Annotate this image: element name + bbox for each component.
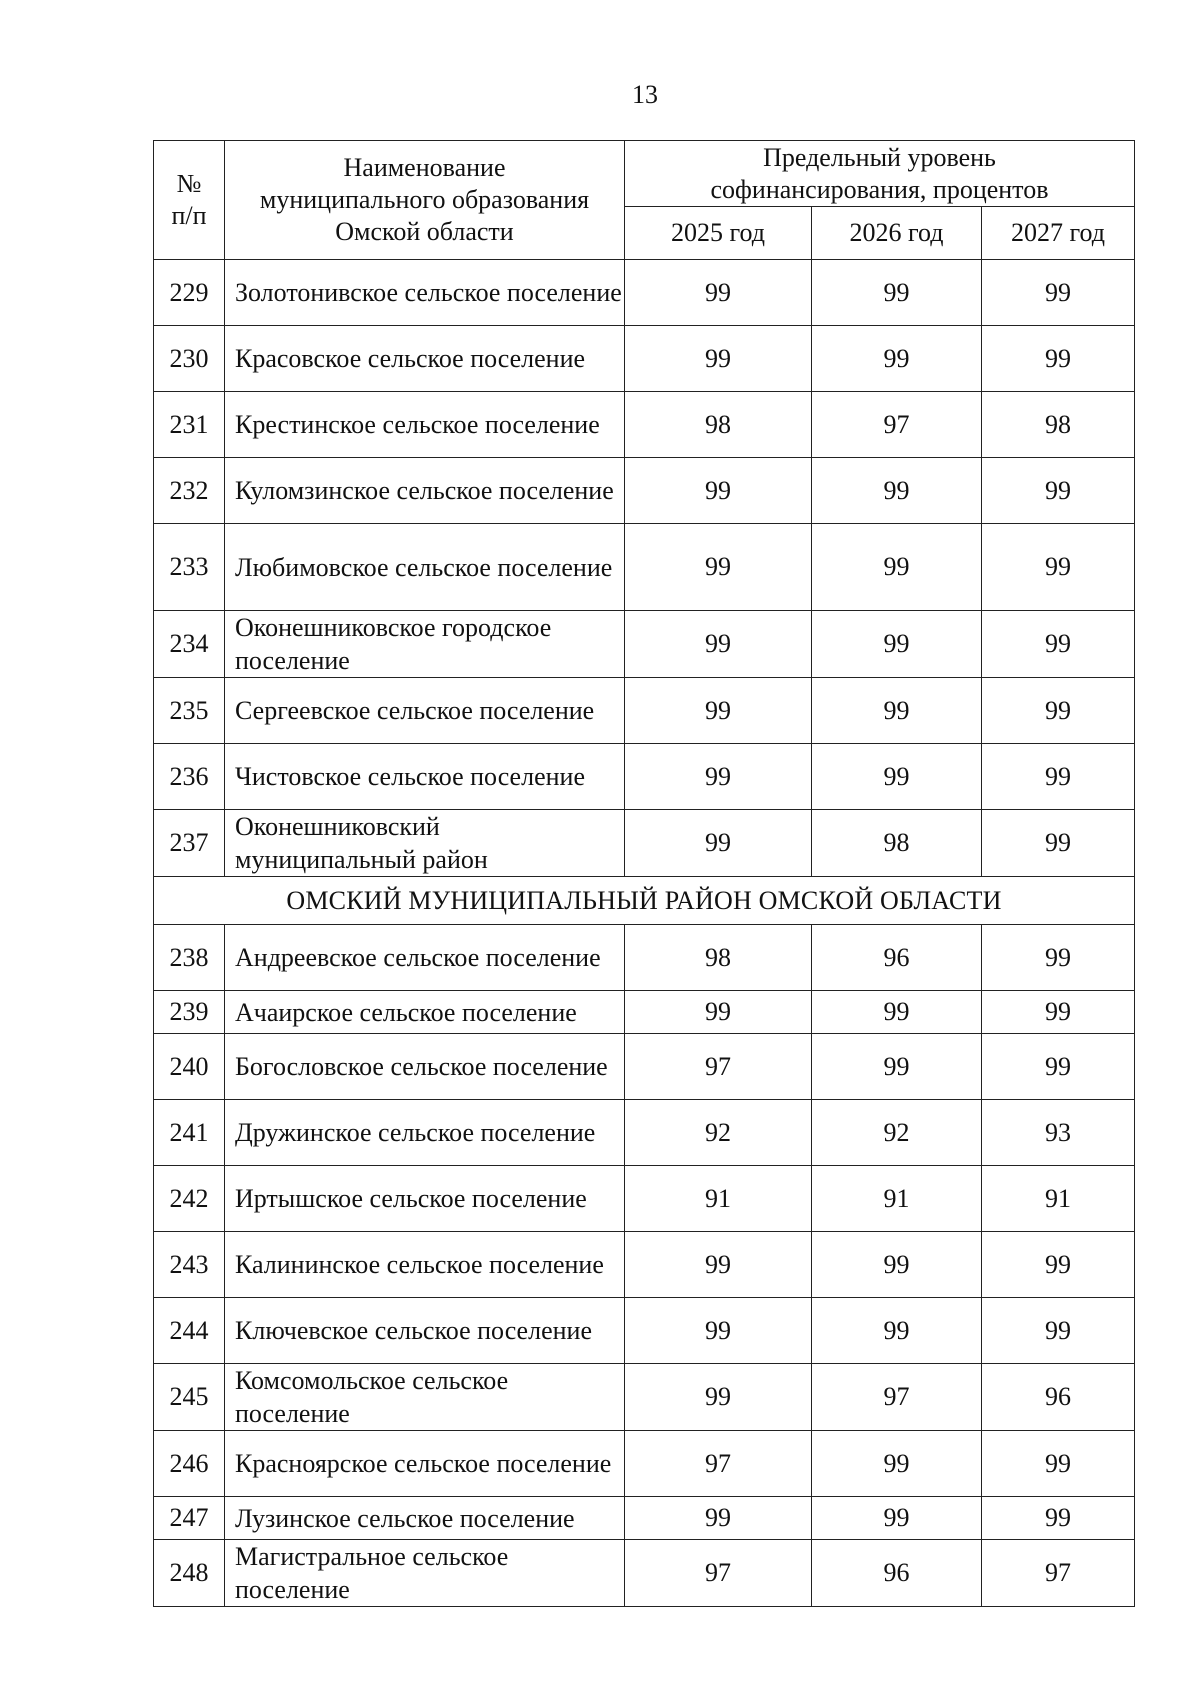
row-municipality-name: Калининское сельское поселение [225, 1232, 625, 1298]
row-number: 246 [154, 1431, 225, 1497]
row-value-2026: 99 [812, 1232, 982, 1298]
row-value-2025: 97 [625, 1540, 812, 1607]
row-municipality-name: Чистовское сельское поселение [225, 744, 625, 810]
row-number: 248 [154, 1540, 225, 1607]
row-value-2026: 91 [812, 1166, 982, 1232]
row-number: 245 [154, 1364, 225, 1431]
row-municipality-name: Лузинское сельское поселение [225, 1497, 625, 1540]
row-value-2027: 91 [982, 1166, 1135, 1232]
table-row [154, 458, 1135, 524]
table-row [154, 1497, 1135, 1540]
row-number: 240 [154, 1034, 225, 1100]
row-value-2026: 99 [812, 326, 982, 392]
row-value-2027: 99 [982, 1497, 1135, 1540]
row-value-2027: 99 [982, 524, 1135, 611]
row-value-2027: 99 [982, 1298, 1135, 1364]
row-value-2027: 99 [982, 458, 1135, 524]
row-value-2026: 99 [812, 1431, 982, 1497]
row-value-2026: 98 [812, 810, 982, 877]
header-year-2027: 2027 год [982, 207, 1135, 260]
row-value-2026: 99 [812, 744, 982, 810]
row-number: 241 [154, 1100, 225, 1166]
row-municipality-name: Сергеевское сельское поселение [225, 678, 625, 744]
row-value-2027: 99 [982, 810, 1135, 877]
row-value-2025: 98 [625, 392, 812, 458]
row-value-2027: 99 [982, 1431, 1135, 1497]
row-value-2027: 99 [982, 1034, 1135, 1100]
row-municipality-name: Богословское сельское поселение [225, 1034, 625, 1100]
row-value-2025: 99 [625, 810, 812, 877]
header-group [625, 141, 1135, 207]
row-value-2025: 97 [625, 1034, 812, 1100]
row-number: 244 [154, 1298, 225, 1364]
row-value-2026: 99 [812, 611, 982, 678]
row-municipality-name: Комсомольское сельское поселение [225, 1364, 625, 1431]
row-value-2027: 99 [982, 991, 1135, 1034]
row-value-2026: 99 [812, 1497, 982, 1540]
row-value-2026: 96 [812, 925, 982, 991]
row-value-2025: 99 [625, 1232, 812, 1298]
row-value-2027: 99 [982, 925, 1135, 991]
table-row [154, 678, 1135, 744]
row-municipality-name: Ачаирское сельское поселение [225, 991, 625, 1034]
row-number: 229 [154, 260, 225, 326]
row-municipality-name: Оконешниковский муниципальный район [225, 810, 625, 877]
row-municipality-name: Крестинское сельское поселение [225, 392, 625, 458]
header-year-2026: 2026 год [812, 207, 982, 260]
row-value-2027: 99 [982, 260, 1135, 326]
row-value-2026: 99 [812, 1298, 982, 1364]
header-name [225, 141, 625, 260]
header-name-label: Наименование муниципального образования Омской области [259, 153, 590, 246]
row-value-2027: 98 [982, 392, 1135, 458]
row-value-2026: 99 [812, 458, 982, 524]
row-number: 230 [154, 326, 225, 392]
row-value-2025: 98 [625, 925, 812, 991]
row-value-2026: 97 [812, 392, 982, 458]
row-number: 232 [154, 458, 225, 524]
row-value-2027: 99 [982, 678, 1135, 744]
table-row [154, 810, 1135, 877]
table-row [154, 260, 1135, 326]
row-value-2026: 99 [812, 260, 982, 326]
row-value-2025: 97 [625, 1431, 812, 1497]
row-number: 243 [154, 1232, 225, 1298]
row-value-2027: 99 [982, 611, 1135, 678]
row-municipality-name: Золотонивское сельское поселение [225, 260, 625, 326]
row-municipality-name: Ключевское сельское поселение [225, 1298, 625, 1364]
row-value-2027: 93 [982, 1100, 1135, 1166]
row-number: 233 [154, 524, 225, 611]
row-value-2025: 99 [625, 611, 812, 678]
row-value-2027: 99 [982, 326, 1135, 392]
row-value-2025: 99 [625, 524, 812, 611]
header-number [154, 141, 225, 260]
table-row [154, 326, 1135, 392]
row-number: 242 [154, 1166, 225, 1232]
table-body [154, 260, 1135, 1607]
table-row [154, 925, 1135, 991]
row-value-2027: 96 [982, 1364, 1135, 1431]
row-municipality-name: Куломзинское сельское поселение [225, 458, 625, 524]
table-row [154, 991, 1135, 1034]
row-municipality-name: Красноярское сельское поселение [225, 1431, 625, 1497]
row-value-2027: 99 [982, 744, 1135, 810]
section-row [154, 877, 1135, 925]
row-number: 247 [154, 1497, 225, 1540]
row-municipality-name: Андреевское сельское поселение [225, 925, 625, 991]
row-value-2026: 99 [812, 524, 982, 611]
row-municipality-name: Дружинское сельское поселение [225, 1100, 625, 1166]
row-municipality-name: Оконешниковское городское поселение [225, 611, 625, 678]
row-value-2025: 99 [625, 678, 812, 744]
row-value-2025: 91 [625, 1166, 812, 1232]
row-number: 238 [154, 925, 225, 991]
row-value-2027: 97 [982, 1540, 1135, 1607]
row-value-2026: 96 [812, 1540, 982, 1607]
table-row [154, 1166, 1135, 1232]
row-value-2026: 99 [812, 1034, 982, 1100]
row-value-2026: 99 [812, 678, 982, 744]
row-value-2025: 99 [625, 458, 812, 524]
row-value-2026: 99 [812, 991, 982, 1034]
table-row [154, 1034, 1135, 1100]
table-row [154, 1431, 1135, 1497]
table-row [154, 524, 1135, 611]
row-value-2025: 99 [625, 1364, 812, 1431]
row-municipality-name: Красовское сельское поселение [225, 326, 625, 392]
table-row [154, 1232, 1135, 1298]
table-row [154, 392, 1135, 458]
row-value-2025: 99 [625, 744, 812, 810]
row-number: 235 [154, 678, 225, 744]
row-municipality-name: Магистральное сельское поселение [225, 1540, 625, 1607]
table-row [154, 611, 1135, 678]
row-value-2026: 97 [812, 1364, 982, 1431]
row-value-2025: 92 [625, 1100, 812, 1166]
page-number: 13 [632, 80, 658, 109]
row-number: 234 [154, 611, 225, 678]
row-value-2027: 99 [982, 1232, 1135, 1298]
table-row [154, 1298, 1135, 1364]
row-municipality-name: Иртышское сельское поселение [225, 1166, 625, 1232]
row-value-2025: 99 [625, 1298, 812, 1364]
table-row [154, 1364, 1135, 1431]
row-number: 231 [154, 392, 225, 458]
row-municipality-name: Любимовское сельское поселение [225, 524, 625, 611]
table-row [154, 1540, 1135, 1607]
row-value-2025: 99 [625, 991, 812, 1034]
row-number: 239 [154, 991, 225, 1034]
header-number-label: № п/п [171, 169, 207, 230]
row-value-2025: 99 [625, 326, 812, 392]
row-value-2025: 99 [625, 260, 812, 326]
header-group-label: Предельный уровень софинансирования, процентов [710, 142, 1049, 204]
table-row [154, 744, 1135, 810]
section-title: ОМСКИЙ МУНИЦИПАЛЬНЫЙ РАЙОН ОМСКОЙ ОБЛАСТИ [154, 877, 1135, 925]
row-number: 236 [154, 744, 225, 810]
cofinancing-table [153, 140, 1135, 1607]
table-row [154, 1100, 1135, 1166]
row-number: 237 [154, 810, 225, 877]
header-year-2025: 2025 год [625, 207, 812, 260]
row-value-2026: 92 [812, 1100, 982, 1166]
row-value-2025: 99 [625, 1497, 812, 1540]
